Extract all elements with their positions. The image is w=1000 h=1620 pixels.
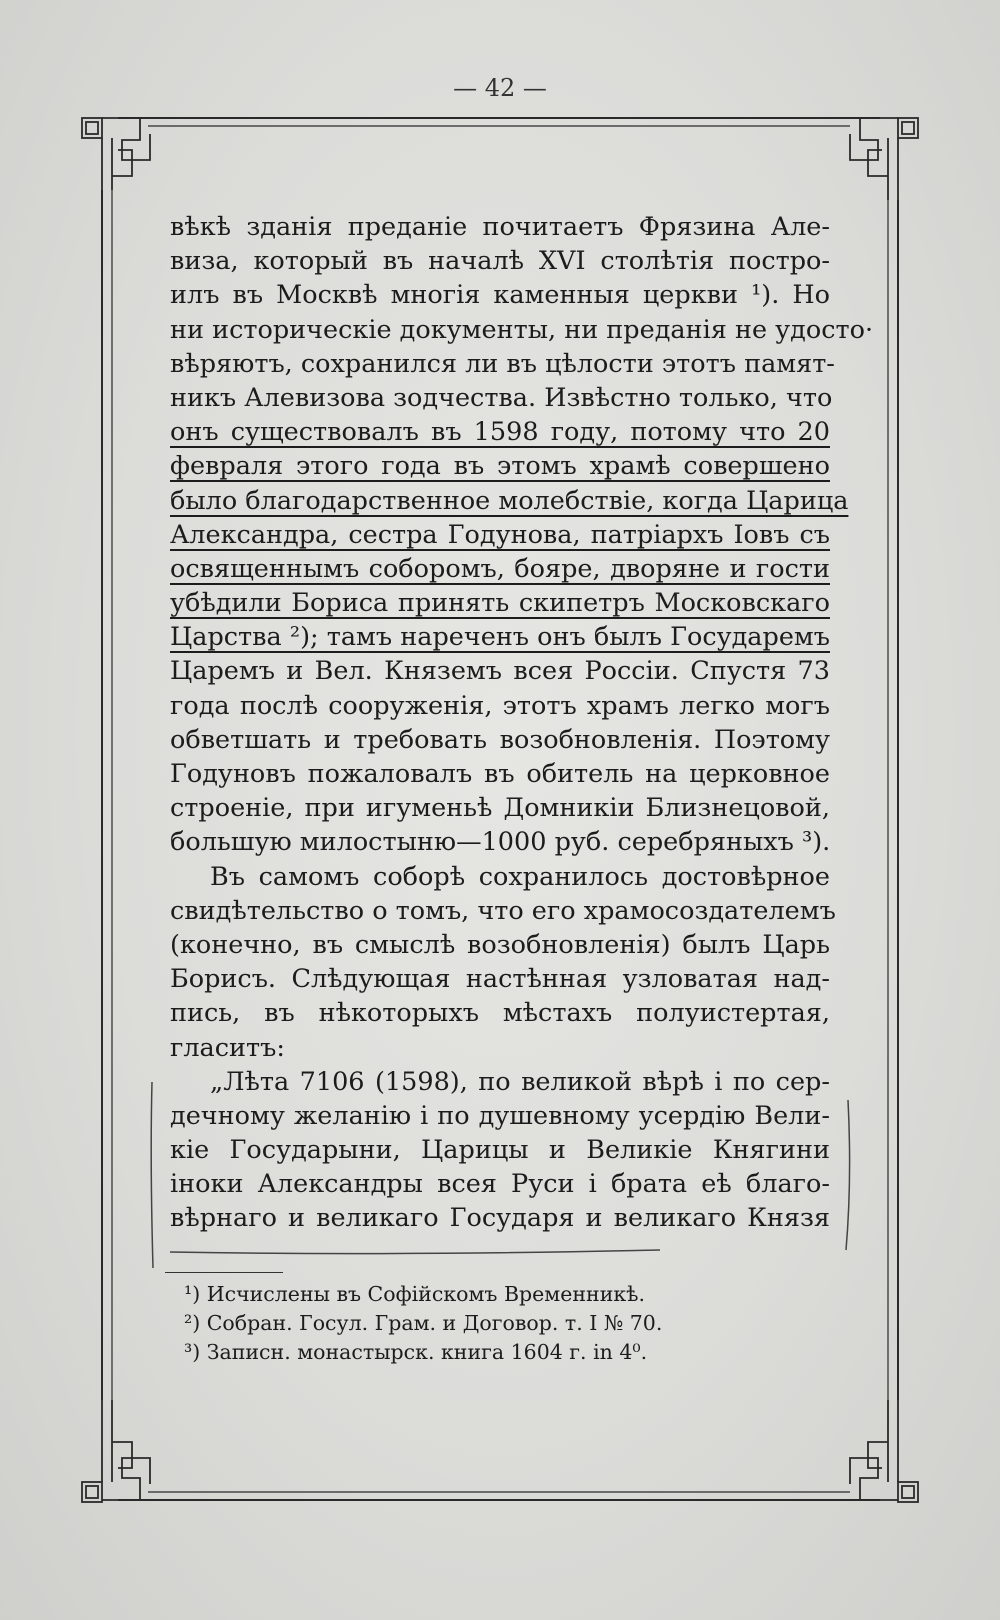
quote-line: кіе Государыни, Царицы и Великіе Княгини bbox=[170, 1135, 830, 1166]
underlined-text-line: освященнымъ соборомъ, бояре, дворяне и гости bbox=[170, 553, 830, 584]
text-line: илъ въ Москвѣ многія каменныя церкви ¹). Но bbox=[170, 280, 830, 311]
underlined-text-line: было благодарственное молебствіе, когда Царица bbox=[170, 485, 849, 516]
text-line: Царемъ и Вел. Княземъ всея Россіи. Спустя 73 bbox=[170, 656, 830, 687]
quote-line: дечному желанію і по душевному усердію Вели- bbox=[170, 1100, 830, 1131]
text-line: гласитъ: bbox=[170, 1032, 285, 1063]
main-text bbox=[170, 210, 874, 1236]
text-line: свидѣтельство о томъ, что его храмосоздателемъ bbox=[170, 895, 836, 926]
footnote: ²) Собран. Госул. Грам. и Договор. т. I № 70. bbox=[184, 1311, 663, 1335]
text-line: пись, въ нѣкоторыхъ мѣстахъ полуистертая, bbox=[170, 998, 830, 1029]
quote-line: іноки Александры всея Руси і брата еѣ благо- bbox=[170, 1169, 830, 1200]
text-line: вѣряютъ, сохранился ли въ цѣлости этотъ памят- bbox=[170, 348, 835, 379]
quote-line: „Лѣта 7106 (1598), по великой вѣрѣ і по сер- bbox=[210, 1066, 830, 1097]
footnotes bbox=[184, 1280, 784, 1367]
text-line: виза, который въ началѣ XVI столѣтія постро- bbox=[170, 246, 830, 277]
text-line: года послѣ сооруженія, этотъ храмъ легко могъ bbox=[170, 690, 830, 721]
underlined-text-line: онъ существовалъ въ 1598 году, потому что 20 bbox=[170, 417, 830, 448]
inscription-quote bbox=[170, 1065, 830, 1236]
text-line: ни историческіе документы, ни преданія не удосто· bbox=[170, 314, 874, 345]
text-line: никъ Алевизова зодчества. Извѣстно только, что bbox=[170, 382, 833, 413]
underlined-text-line: февраля этого года въ этомъ храмѣ совершено bbox=[170, 451, 830, 482]
text-line: Годуновъ пожаловалъ въ обитель на церковное bbox=[170, 759, 830, 789]
underlined-text-line: Александра, сестра Годунова, патріархъ Іовъ съ bbox=[170, 519, 830, 550]
quote-line: вѣрнаго и великаго Государя и великаго Князя bbox=[170, 1203, 830, 1234]
footnote: ³) Записн. монастырск. книга 1604 г. in 4⁰. bbox=[184, 1340, 648, 1364]
underlined-text-line: Царства ²); тамъ нареченъ онъ былъ Государемъ bbox=[170, 622, 830, 653]
underlined-text-line: убѣдили Бориса принять скипетръ Московскаго bbox=[170, 588, 830, 619]
text-line: вѣкѣ зданія преданіе почитаетъ Фрязина Але- bbox=[170, 212, 830, 242]
footnote-divider bbox=[165, 1272, 283, 1273]
text-line: (конечно, въ смыслѣ возобновленія) былъ Царь bbox=[170, 929, 830, 960]
text-line: большую милостыню—1000 руб. серебряныхъ ³). bbox=[170, 827, 831, 858]
page-number: — 42 — bbox=[453, 74, 547, 102]
footnote: ¹) Исчислены въ Софійскомъ Временникѣ. bbox=[184, 1282, 646, 1306]
text-line: строеніе, при игуменьѣ Домникіи Близнецовой, bbox=[170, 793, 830, 824]
text-line: обветшать и требовать возобновленія. Поэтому bbox=[170, 724, 830, 755]
text-line: Борисъ. Слѣдующая настѣнная узловатая над- bbox=[170, 964, 830, 995]
text-line: Въ самомъ соборѣ сохранилось достовѣрное bbox=[210, 861, 830, 892]
